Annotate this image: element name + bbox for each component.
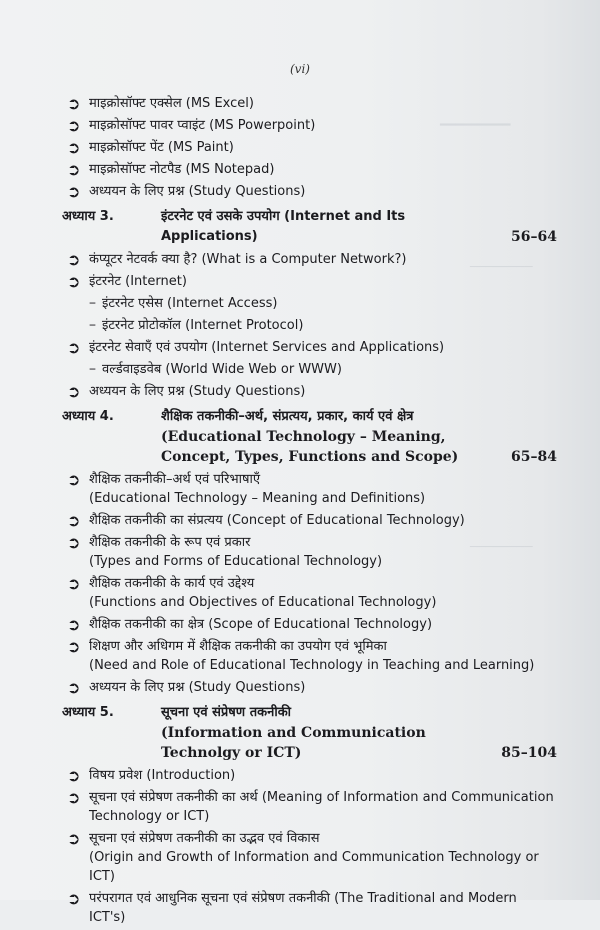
arrow-icon: ➲ <box>67 615 81 634</box>
chapter-3-items <box>62 250 557 401</box>
table-of-contents <box>62 94 557 930</box>
arrow-icon: ➲ <box>67 94 81 113</box>
chapter-label: अध्याय 5. <box>62 705 114 720</box>
arrow-icon: ➲ <box>67 160 81 179</box>
arrow-icon: ➲ <box>67 182 81 201</box>
list-item: ➲ शैक्षिक तकनीकी का क्षेत्र (Scope of Educational Technology) <box>67 615 433 634</box>
arrow-icon: ➲ <box>67 511 81 530</box>
page-number: (vi) <box>290 62 310 76</box>
list-item: ➲ शैक्षिक तकनीकी के कार्य एवं उद्देश्य (Functions and Objectives of Educational Technology) <box>67 574 437 610</box>
arrow-icon: ➲ <box>67 766 81 785</box>
chapter-title: सूचना एवं संप्रेषण तकनीकी (Information and Communication Technolgy or ICT) <box>161 705 426 761</box>
list-item: ➲ माइक्रोसॉफ्ट एक्सेल (MS Excel) <box>67 94 254 113</box>
list-item: ➲ शिक्षण और अधिगम में शैक्षिक तकनीकी का उपयोग एवं भूमिका (Need and Role of Educational Technology in Teaching and Learning) <box>67 637 535 673</box>
list-item: ➲ शैक्षिक तकनीकी का संप्रत्यय (Concept of Educational Technology) <box>67 511 465 530</box>
arrow-icon: ➲ <box>67 678 81 697</box>
arrow-icon: ➲ <box>67 138 81 157</box>
chapter-title: शैक्षिक तकनीकी–अर्थ, संप्रत्यय, प्रकार, कार्य एवं क्षेत्र (Educational Technology – Meaning, Concept, Types, Functions and Scope) <box>161 409 459 465</box>
chapter-4-items <box>62 470 557 697</box>
list-item: ➲ इंटरनेट सेवाएँ एवं उपयोग (Internet Services and Applications) <box>67 338 445 357</box>
arrow-icon: ➲ <box>67 788 81 807</box>
list-item: ➲ सूचना एवं संप्रेषण तकनीकी का अर्थ (Meaning of Information and Communication Technology or ICT) <box>67 788 554 824</box>
list-item: ➲ शैक्षिक तकनीकी–अर्थ एवं परिभाषाएँ (Educational Technology – Meaning and Definitions) <box>67 470 426 506</box>
arrow-icon: ➲ <box>67 338 81 357</box>
chapter-title: इंटरनेट एवं उसके उपयोग (Internet and Its Applications) <box>161 209 406 244</box>
arrow-icon: ➲ <box>67 382 81 401</box>
chapter-3-heading <box>62 207 557 247</box>
list-item: ➲ कंप्यूटर नेटवर्क क्या है? (What is a Computer Network?) <box>67 250 407 269</box>
list-item: ➲ विषय प्रवेश (Introduction) <box>67 766 236 785</box>
arrow-icon: ➲ <box>67 829 81 848</box>
list-item: ➲ शैक्षिक तकनीकी के रूप एवं प्रकार (Types and Forms of Educational Technology) <box>67 533 383 569</box>
sub-list-item: – वर्ल्डवाइडवेब (World Wide Web or WWW) <box>89 361 342 377</box>
chapter-label: अध्याय 4. <box>62 409 114 424</box>
arrow-icon: ➲ <box>67 637 81 656</box>
page-range: 85–104 <box>501 745 557 761</box>
arrow-icon: ➲ <box>67 272 81 291</box>
list-item: ➲ इंटरनेट (Internet) <box>67 272 187 291</box>
page-range: 56–64 <box>511 229 557 245</box>
list-item: ➲ अध्ययन के लिए प्रश्न (Study Questions) <box>67 678 306 697</box>
chapter-4-heading <box>62 407 557 467</box>
arrow-icon: ➲ <box>67 574 81 593</box>
list-item: ➲ माइक्रोसॉफ्ट पेंट (MS Paint) <box>67 138 234 157</box>
sub-list-item: – इंटरनेट प्रोटोकॉल (Internet Protocol) <box>89 317 304 333</box>
arrow-icon: ➲ <box>67 250 81 269</box>
sub-list-item: – इंटरनेट एसेस (Internet Access) <box>89 295 278 311</box>
list-item: ➲ परंपरागत एवं आधुनिक सूचना एवं संप्रेषण तकनीकी (The Traditional and Modern ICT's) <box>67 889 517 925</box>
bleed-through-text: ━━━━━━━━━ <box>440 118 511 133</box>
list-item: ➲ सूचना एवं संप्रेषण तकनीकी का उद्भव एवं विकास (Origin and Growth of Information and Communication Technology or ICT) <box>67 829 539 884</box>
list-item: ➲ अध्ययन के लिए प्रश्न (Study Questions) <box>67 182 306 201</box>
arrow-icon: ➲ <box>67 116 81 135</box>
list-item: ➲ अध्ययन के लिए प्रश्न (Study Questions) <box>67 382 306 401</box>
arrow-icon: ➲ <box>67 533 81 552</box>
arrow-icon: ➲ <box>67 470 81 489</box>
page-range: 65–84 <box>511 449 557 465</box>
bleed-through-text: ──────── <box>470 260 533 275</box>
chapter-5-heading <box>62 703 557 763</box>
bleed-through-text: ──────── <box>470 540 533 555</box>
list-item: ➲ माइक्रोसॉफ्ट पावर प्वाइंट (MS Powerpoint) <box>67 116 316 135</box>
list-item: ➲ माइक्रोसॉफ्ट नोटपैड (MS Notepad) <box>67 160 275 179</box>
chapter-2-continued <box>62 94 557 201</box>
arrow-icon: ➲ <box>67 889 81 908</box>
chapter-label: अध्याय 3. <box>62 209 114 224</box>
chapter-5-items <box>62 766 557 927</box>
